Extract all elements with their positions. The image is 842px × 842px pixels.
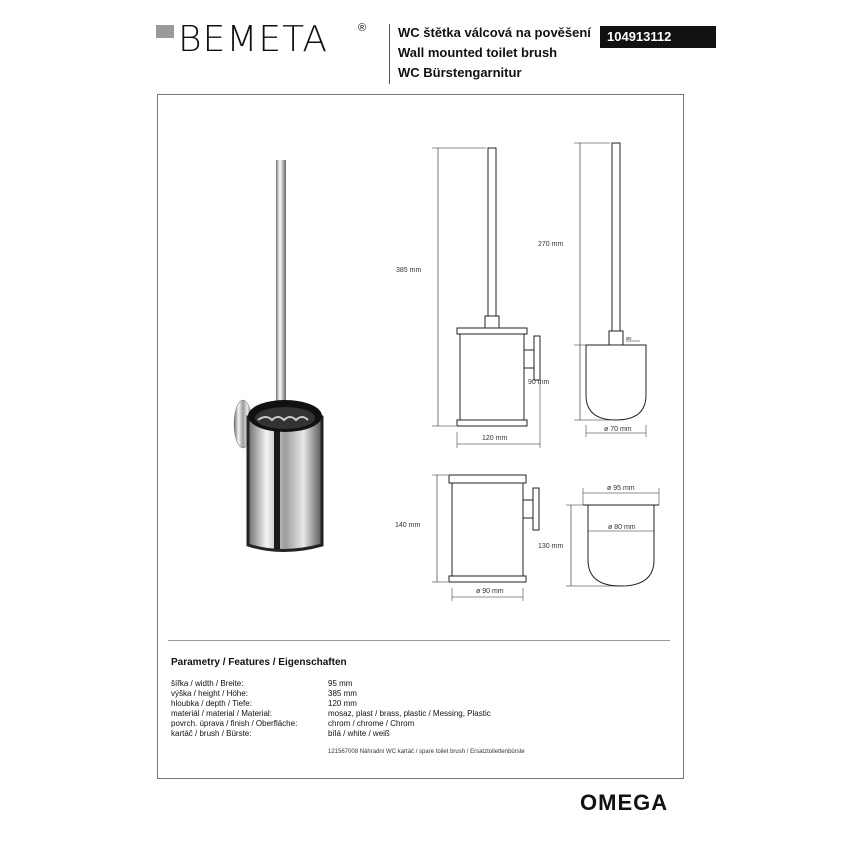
params-title: Parametry / Features / Eigenschaften — [171, 657, 347, 668]
brush-handle — [276, 160, 286, 412]
front-view-drawing — [432, 148, 540, 448]
param-row: povrch. úprava / finish / Oberfläche: chrom / chrome / Chrom — [171, 719, 415, 728]
product-code: 104913112 — [600, 26, 716, 48]
brand-logo: BEMETA — [178, 19, 328, 60]
registered-mark: ® — [358, 22, 367, 34]
dim-total-height: 385 mm — [396, 267, 422, 274]
dim-cup-height: 130 mm — [538, 543, 564, 550]
dim-small-mark: øx — [626, 336, 632, 342]
param-row: šířka / width / Breite: 95 mm — [171, 679, 353, 688]
title-de: WC Bürstengarnitur — [398, 65, 522, 80]
product-photo — [234, 160, 322, 551]
param-row: materiál / material / Material: mosaz, plast / brass, plastic / Messing, Plastic — [171, 709, 491, 718]
dim-width: 120 mm — [482, 435, 508, 442]
dim-brush-height: 90 mm — [528, 379, 550, 386]
cup-drawing — [566, 488, 659, 586]
dim-holder-height: 140 mm — [395, 522, 421, 529]
dim-cup-inner: ø 80 mm — [608, 524, 636, 531]
spare-part-note: 121567008 Náhradní WC kartáč / spare toilet brush / Ersatztoilettenbürste — [328, 749, 525, 755]
dim-handle-height: 270 mm — [538, 241, 564, 248]
param-row: výška / height / Höhe: 385 mm — [171, 689, 357, 698]
section-divider — [168, 640, 670, 641]
title-cs: WC štětka válcová na pověšení — [398, 25, 591, 40]
param-row: hloubka / depth / Tiefe: 120 mm — [171, 699, 357, 708]
params-table — [171, 679, 671, 739]
dim-holder-diameter: ø 90 mm — [476, 588, 504, 595]
dim-cup-outer: ø 95 mm — [607, 485, 635, 492]
holder-drawing — [432, 475, 539, 601]
param-row: kartáč / brush / Bürste: bílá / white / weiß — [171, 729, 390, 738]
series-name: OMEGA — [580, 790, 669, 815]
holder-cup — [248, 417, 322, 551]
dim-brush-diameter: ø 70 mm — [604, 426, 632, 433]
brush-drawing — [574, 143, 646, 437]
title-en: Wall mounted toilet brush — [398, 45, 558, 60]
